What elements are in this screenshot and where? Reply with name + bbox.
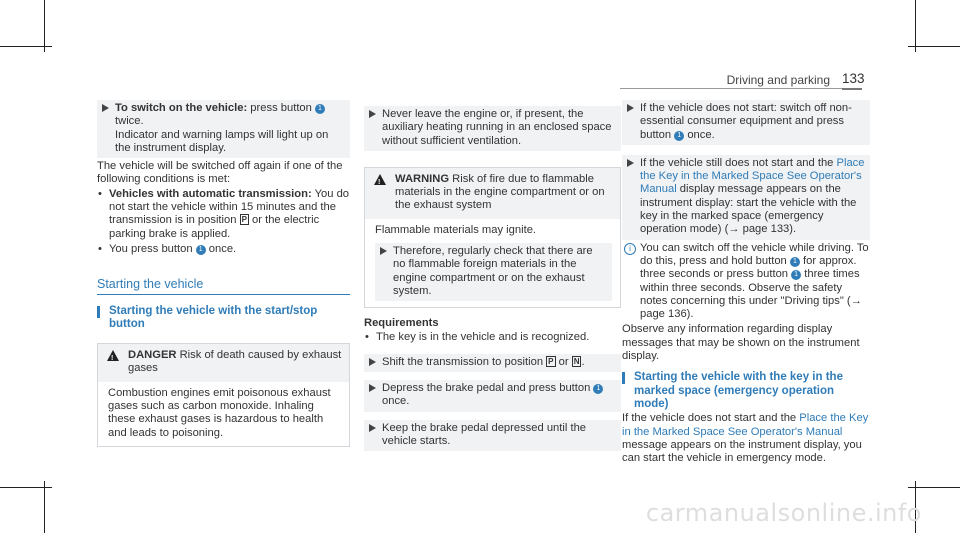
subsection-title: Starting the vehicle with the start/stop button [97,305,350,332]
danger-heading: Risk of death caused by exhaust gases [128,349,342,375]
info-text: You can switch off the vehicle while driving. To do this, press and hold button [640,241,869,267]
list-item-text: You do not start the vehicle within 15 minutes and the transmission is in position [109,187,350,227]
step-arrow-icon [369,384,376,392]
step [622,155,870,240]
button-1-icon: 1 [196,245,206,255]
step-text: display message appears on the instrument display: start the vehicle with the key in the marked space (emergency operation mode) (→ page 133). [640,183,857,236]
warning-label: WARNING [395,172,450,185]
warning-body [365,219,620,307]
step [375,243,612,301]
warning-text: Flammable materials may ignite. [375,223,537,236]
paragraph: Observe any information regarding display messages that may be shown on the instrument display. [622,323,860,363]
neutral-position-icon: N [573,356,580,366]
step-text: Therefore, regularly check that there are no flammable foreign materials in the engine compartment or on the exhaust system. [393,245,593,297]
step-arrow-icon [380,247,387,255]
requirements-title: Requirements [364,317,439,330]
display-message-link[interactable]: Place the Key in the Marked Space See Operator's Manual [622,412,869,438]
step-text: Indicator and warning lamps will light up on the instrument display. [115,128,329,154]
danger-box [97,343,350,447]
danger-header [98,344,349,382]
step-text: once. [382,395,410,408]
paragraph [622,412,870,465]
paragraph-text: message appears on the instrument display, you can start the vehicle in emergency mode. [622,438,862,465]
park-position-icon: P [548,356,554,366]
list-item [97,188,350,241]
step-arrow-icon [102,104,109,112]
step-text: Shift the transmission to position [382,355,547,368]
running-header: Driving and parking [726,73,830,87]
warning-heading: Risk of fire due to flammable materials in the engine compartment or on the exhaust system [395,172,605,212]
list-item-lead: Vehicles with automatic transmission: [109,187,312,200]
watermark-text: carmanualsonline.info [645,499,922,527]
step [364,380,621,412]
step [364,420,621,452]
section-title: Starting the vehicle [97,278,350,294]
step-arrow-icon [627,104,634,112]
step-text: press button [247,102,315,114]
crop-mark [44,481,45,533]
button-1-icon: 1 [674,131,684,141]
warning-header [365,168,620,219]
column-3 [622,100,870,465]
requirement-item: • The key is in the vehicle and is recognized. [364,331,621,344]
step-text: or [555,355,572,368]
paragraph-text: If the vehicle does not start and the [622,412,800,425]
info-note [622,242,870,322]
button-1-icon: 1 [315,104,325,114]
list-item-text: once. [205,242,237,255]
step [97,100,350,158]
step-text: Keep the brake pedal depressed until the vehicle starts. [382,421,587,448]
warning-triangle-icon [107,350,119,361]
list-item-text: or the electric parking brake is applied. [109,214,320,240]
page-number: 133 [842,71,865,86]
step-text: Never leave the engine or, if present, the auxiliary heating running in an enclosed space without sufficient ventilation. [382,108,612,147]
danger-label: DANGER [128,349,177,362]
step-text: . [581,355,585,368]
button-1-icon: 1 [593,384,603,394]
step-arrow-icon [369,110,376,118]
step-text: Depress the brake pedal and press button [382,382,594,395]
step-text: If the vehicle still does not start and the [640,156,837,169]
warning-box [364,167,621,308]
step-arrow-icon [369,358,376,366]
crop-mark [44,0,45,52]
info-text: for approx. three seconds or press button [640,254,857,281]
column-2 [364,106,621,451]
step [364,354,621,372]
step [622,100,870,145]
step-text: If the vehicle does not start: switch off non-essential consumer equipment and press button [640,102,852,141]
info-text: three times within three seconds. Observe the safety notes concerning this under "Driving tips" (→ page 136). [640,268,862,321]
paragraph: The vehicle will be switched off again if one of the following conditions is met: [97,160,343,186]
subsection-title: Starting the vehicle with the key in the marked space (emergency operation mode) [622,371,870,411]
list-item [97,243,350,256]
header-rule [620,88,848,89]
page-number-rule [842,88,862,90]
warning-triangle-icon [374,174,386,185]
step-text: once. [684,128,715,141]
crop-mark [915,0,916,52]
button-1-icon: 1 [790,257,800,267]
info-icon: i [624,243,636,255]
step-text: twice. [115,115,144,128]
step-lead: To switch on the vehicle: [115,102,248,114]
list-item-text: You press button [109,242,196,255]
display-message-link[interactable]: Place the Key in the Marked Space See Operator's Manual [640,156,865,196]
park-position-icon: P [241,215,247,225]
button-1-icon: 1 [791,270,801,280]
column-1 [97,100,350,447]
step-arrow-icon [369,424,376,432]
step [364,106,621,151]
step-arrow-icon [627,159,634,167]
danger-body: Combustion engines emit poisonous exhaust gases such as carbon monoxide. Inhaling these exhaust gases is hazardous to health and leads to poisoning. [108,386,331,439]
